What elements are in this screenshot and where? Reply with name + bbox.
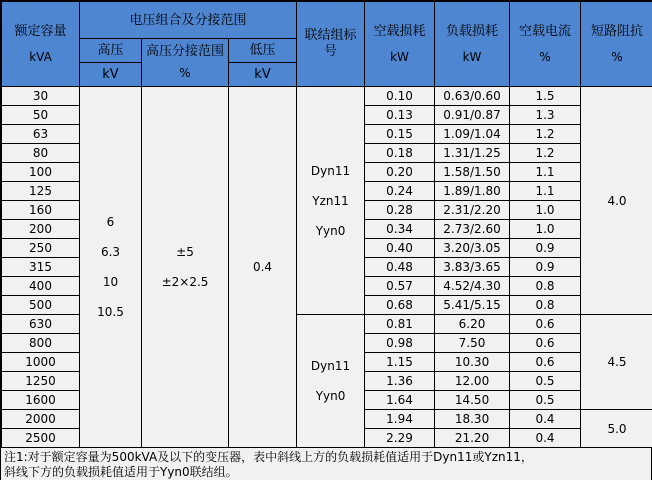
rated-capacity-cell: 2000 [2, 410, 80, 429]
load-loss-cell: 1.31/1.25 [435, 144, 510, 163]
rated-capacity-cell: 1000 [2, 353, 80, 372]
hv-voltage-cell-line: 6 [106, 215, 115, 229]
rated-capacity-cell: 100 [2, 163, 80, 182]
no-load-loss-cell: 0.28 [365, 201, 435, 220]
rated-capacity-cell: 250 [2, 239, 80, 258]
connection-group-cell [297, 315, 365, 448]
no-load-loss-cell: 2.29 [365, 429, 435, 448]
rated-capacity-cell: 1600 [2, 391, 80, 410]
load-loss-cell: 6.20 [435, 315, 510, 334]
header-rated-capacity [2, 2, 80, 87]
header-no-load-loss-unit: kW [390, 49, 409, 64]
connection-group-cell-line: Yzn11 [312, 193, 349, 208]
load-loss-cell: 2.31/2.20 [435, 201, 510, 220]
header-load-loss-label: 负载损耗 [446, 23, 499, 39]
rated-capacity-cell: 400 [2, 277, 80, 296]
rated-capacity-cell: 500 [2, 296, 80, 315]
footnote-line-2: 斜线下方的负载损耗值适用于Yyn0联结组。 [4, 465, 238, 479]
load-loss-cell: 1.58/1.50 [435, 163, 510, 182]
header-no-load-loss [365, 2, 435, 87]
header-hv-tap-range-label: 高压分接范围 [145, 44, 224, 59]
no-load-loss-cell: 0.40 [365, 239, 435, 258]
rated-capacity-cell: 160 [2, 201, 80, 220]
header-no-load-loss-label: 空载损耗 [373, 23, 426, 39]
header-short-circuit-impedance-unit: % [611, 49, 623, 64]
header-lv-label: 低压 [229, 39, 297, 63]
load-loss-cell: 1.09/1.04 [435, 125, 510, 144]
transformer-spec-table [1, 1, 652, 448]
hv-tap-range-cell [142, 87, 229, 448]
load-loss-cell: 12.00 [435, 372, 510, 391]
no-load-current-cell: 0.6 [510, 334, 581, 353]
load-loss-cell: 18.30 [435, 410, 510, 429]
no-load-current-cell: 0.9 [510, 258, 581, 277]
rated-capacity-cell: 63 [2, 125, 80, 144]
rated-capacity-cell: 800 [2, 334, 80, 353]
header-no-load-current-label: 空载电流 [519, 23, 572, 39]
no-load-current-cell: 0.4 [510, 410, 581, 429]
hv-voltage-cell-line: 10.5 [97, 305, 124, 319]
hv-tap-range-cell-line: ±2×2.5 [161, 275, 209, 289]
no-load-current-cell: 0.5 [510, 372, 581, 391]
no-load-loss-cell: 0.18 [365, 144, 435, 163]
connection-group-cell [297, 87, 365, 315]
load-loss-cell: 14.50 [435, 391, 510, 410]
no-load-current-cell: 1.1 [510, 163, 581, 182]
connection-group-cell-line: Dyn11 [310, 359, 351, 373]
header-hv-tap-range-unit: % [179, 66, 191, 80]
no-load-loss-cell: 1.15 [365, 353, 435, 372]
no-load-current-cell: 0.9 [510, 239, 581, 258]
hv-voltage-cell-line: 6.3 [100, 245, 121, 259]
load-loss-cell: 4.52/4.30 [435, 277, 510, 296]
no-load-current-cell: 0.5 [510, 391, 581, 410]
header-hv-unit: kV [80, 63, 142, 87]
hv-tap-range-cell-line: ±5 [176, 245, 194, 259]
no-load-current-cell: 0.6 [510, 353, 581, 372]
no-load-loss-cell: 0.10 [365, 87, 435, 106]
header-no-load-current [510, 2, 581, 87]
no-load-current-cell: 1.0 [510, 201, 581, 220]
no-load-loss-cell: 0.48 [365, 258, 435, 277]
lv-voltage-cell: 0.4 [229, 87, 297, 448]
rated-capacity-cell: 50 [2, 106, 80, 125]
rated-capacity-cell: 80 [2, 144, 80, 163]
no-load-current-cell: 1.3 [510, 106, 581, 125]
rated-capacity-cell: 630 [2, 315, 80, 334]
table-body [2, 87, 652, 448]
header-rated-capacity-unit: kVA [29, 49, 52, 64]
short-circuit-impedance-cell: 4.5 [581, 315, 652, 410]
footnote-line-1: 注1:对于额定容量为500kVA及以下的变压器，表中斜线上方的负载损耗值适用于Dyn11或Yzn11， [4, 450, 533, 464]
rated-capacity-cell: 315 [2, 258, 80, 277]
connection-group-cell-line: Dyn11 [310, 163, 351, 178]
hv-voltage-cell [80, 87, 142, 448]
no-load-loss-cell: 1.36 [365, 372, 435, 391]
header-rated-capacity-label: 额定容量 [14, 23, 67, 39]
short-circuit-impedance-cell: 5.0 [581, 410, 652, 448]
no-load-current-cell: 1.2 [510, 125, 581, 144]
connection-group-cell-line: Yyn0 [315, 223, 346, 238]
header-hv-label: 高压 [80, 39, 142, 63]
no-load-loss-cell: 1.64 [365, 391, 435, 410]
rated-capacity-cell: 2500 [2, 429, 80, 448]
short-circuit-impedance-cell: 4.0 [581, 87, 652, 315]
load-loss-cell: 0.91/0.87 [435, 106, 510, 125]
hv-voltage-cell-line: 10 [102, 275, 119, 289]
no-load-loss-cell: 0.24 [365, 182, 435, 201]
load-loss-cell: 21.20 [435, 429, 510, 448]
header-hv-tap-range [142, 39, 229, 87]
header-short-circuit-impedance [581, 2, 652, 87]
header-load-loss-unit: kW [462, 49, 482, 64]
no-load-loss-cell: 1.94 [365, 410, 435, 429]
header-load-loss [435, 2, 510, 87]
header-no-load-current-unit: % [539, 49, 551, 64]
table-row [2, 87, 652, 106]
header-row-1 [2, 2, 652, 39]
load-loss-cell: 3.20/3.05 [435, 239, 510, 258]
no-load-loss-cell: 0.20 [365, 163, 435, 182]
no-load-loss-cell: 0.57 [365, 277, 435, 296]
no-load-current-cell: 1.2 [510, 144, 581, 163]
load-loss-cell: 10.30 [435, 353, 510, 372]
no-load-loss-cell: 0.13 [365, 106, 435, 125]
load-loss-cell: 7.50 [435, 334, 510, 353]
header-voltage-group: 电压组合及分接范围 [80, 2, 297, 39]
no-load-loss-cell: 0.15 [365, 125, 435, 144]
load-loss-cell: 3.83/3.65 [435, 258, 510, 277]
connection-group-cell-line: Yyn0 [315, 389, 346, 403]
no-load-current-cell: 1.0 [510, 220, 581, 239]
no-load-loss-cell: 0.81 [365, 315, 435, 334]
header-connection-group [297, 2, 365, 87]
table-header [2, 2, 652, 87]
no-load-loss-cell: 0.34 [365, 220, 435, 239]
no-load-loss-cell: 0.98 [365, 334, 435, 353]
load-loss-cell: 5.41/5.15 [435, 296, 510, 315]
no-load-current-cell: 1.5 [510, 87, 581, 106]
rated-capacity-cell: 125 [2, 182, 80, 201]
load-loss-cell: 1.89/1.80 [435, 182, 510, 201]
load-loss-cell: 2.73/2.60 [435, 220, 510, 239]
rated-capacity-cell: 30 [2, 87, 80, 106]
no-load-current-cell: 0.4 [510, 429, 581, 448]
rated-capacity-cell: 1250 [2, 372, 80, 391]
load-loss-cell: 0.63/0.60 [435, 87, 510, 106]
rated-capacity-cell: 200 [2, 220, 80, 239]
no-load-loss-cell: 0.68 [365, 296, 435, 315]
header-lv-unit: kV [229, 63, 297, 87]
footnote [1, 448, 651, 480]
no-load-current-cell: 0.6 [510, 315, 581, 334]
header-short-circuit-impedance-label: 短路阻抗 [591, 23, 644, 39]
no-load-current-cell: 0.8 [510, 277, 581, 296]
no-load-current-cell: 0.8 [510, 296, 581, 315]
no-load-current-cell: 1.1 [510, 182, 581, 201]
header-connection-group-label: 联结组标号 [304, 28, 357, 59]
